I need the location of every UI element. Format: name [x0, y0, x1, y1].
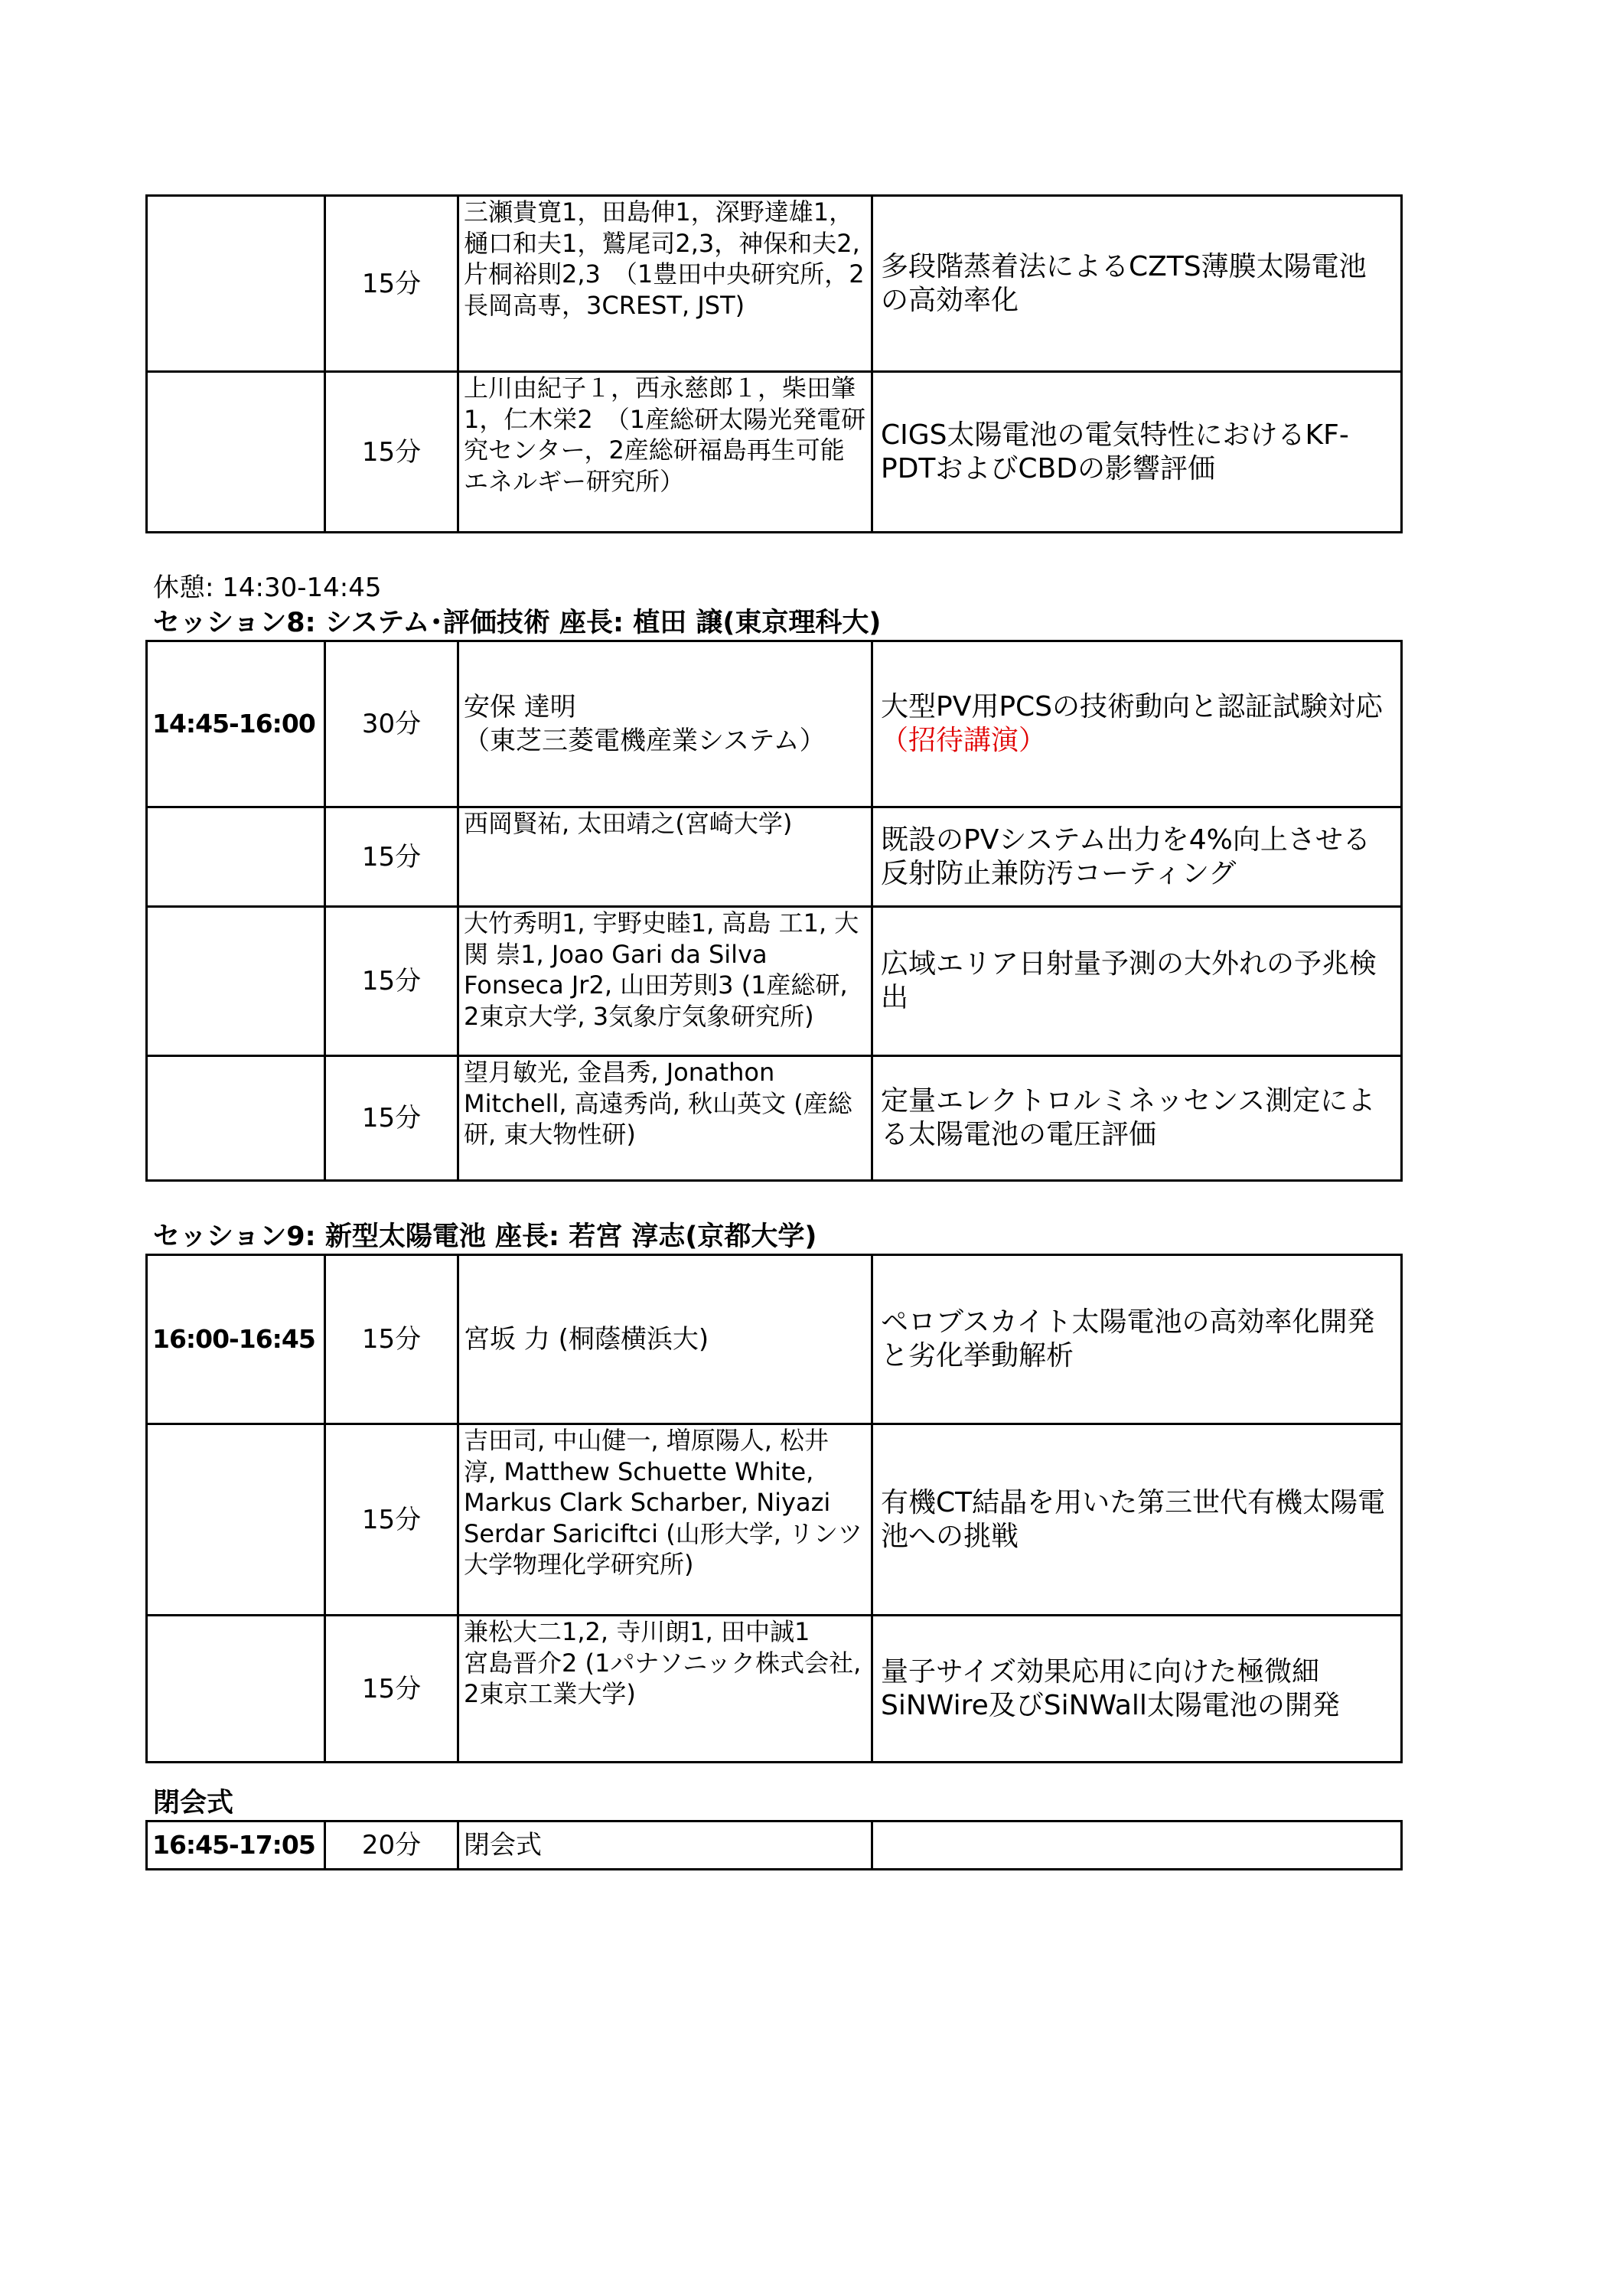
schedule-table-continued — [145, 194, 1403, 533]
time-cell — [147, 1424, 325, 1616]
title-cell: 有機CT結晶を用いた第三世代有機太陽電池への挑戦 — [872, 1424, 1402, 1616]
duration-cell: 20分 — [325, 1821, 458, 1870]
session9-heading: セッション9: 新型太陽電池 座長: 若宮 淳志(京都大学) — [153, 1221, 817, 1252]
table-row — [147, 1255, 1402, 1424]
authors-cell: 宮坂 力 (桐蔭横浜大) — [458, 1255, 872, 1424]
title-cell: ペロブスカイト太陽電池の高効率化開発と劣化挙動解析 — [872, 1255, 1402, 1424]
table-row — [147, 1616, 1402, 1763]
closing-table — [145, 1820, 1403, 1870]
title-cell — [872, 641, 1402, 807]
authors-cell: 西岡賢祐, 太田靖之(宮崎大学) — [458, 807, 872, 907]
duration-cell: 15分 — [325, 196, 458, 372]
time-cell — [147, 1056, 325, 1181]
authors-cell: 三瀬貴寛1，田島伸1，深野達雄1，樋口和夫1，鷲尾司2,3，神保和夫2,片桐裕則2,3 （1豊田中央研究所，2長岡高専，3CREST, JST) — [458, 196, 872, 372]
time-cell — [147, 907, 325, 1056]
time-cell — [147, 196, 325, 372]
duration-cell: 15分 — [325, 907, 458, 1056]
duration-cell: 15分 — [325, 1056, 458, 1181]
title-cell: 広域エリア日射量予測の大外れの予兆検出 — [872, 907, 1402, 1056]
table-row — [147, 641, 1402, 807]
closing-heading: 閉会式 — [153, 1788, 234, 1818]
session8-heading: セッション8: システム･評価技術 座長: 植田 譲(東京理科大) — [153, 608, 882, 638]
authors-cell: 望月敏光, 金昌秀, Jonathon Mitchell, 高遠秀尚, 秋山英文 (産総研, 東大物性研) — [458, 1056, 872, 1181]
authors-cell: 兼松大二1,2, 寺川朗1, 田中誠1 宮島晋介2 (1パナソニック株式会社, 2東京工業大学) — [458, 1616, 872, 1763]
table-row — [147, 1056, 1402, 1181]
table-row — [147, 1424, 1402, 1616]
title-cell — [872, 1821, 1402, 1870]
table-row — [147, 196, 1402, 372]
time-cell — [147, 807, 325, 907]
time-cell — [147, 372, 325, 533]
authors-cell: 大竹秀明1, 宇野史睦1, 高島 工1, 大関 崇1, Joao Gari da Silva Fonseca Jr2, 山田芳則3 (1産総研, 2東京大学, 3気象庁気象研究所) — [458, 907, 872, 1056]
title-cell: 既設のPVシステム出力を4%向上させる反射防止兼防汚コーティング — [872, 807, 1402, 907]
time-cell: 16:00-16:45 — [147, 1255, 325, 1424]
time-cell: 16:45-17:05 — [147, 1821, 325, 1870]
authors-cell: 吉田司, 中山健一, 増原陽人, 松井 淳, Matthew Schuette White, Markus Clark Scharber, Niyazi Serdar Sariciftci (山形大学, リンツ大学物理化学研究所) — [458, 1424, 872, 1616]
table-row — [147, 907, 1402, 1056]
talk-title: 大型PV用PCSの技術動向と認証試験対応 — [881, 691, 1384, 722]
time-cell: 14:45-16:00 — [147, 641, 325, 807]
title-cell: 多段階蒸着法によるCZTS薄膜太陽電池の高効率化 — [872, 196, 1402, 372]
title-cell: CIGS太陽電池の電気特性におけるKF-PDTおよびCBDの影響評価 — [872, 372, 1402, 533]
duration-cell: 15分 — [325, 372, 458, 533]
table-row — [147, 1821, 1402, 1870]
duration-cell: 15分 — [325, 1616, 458, 1763]
table-row — [147, 372, 1402, 533]
authors-cell: 閉会式 — [458, 1821, 872, 1870]
invited-talk-note: （招待講演） — [881, 725, 1047, 756]
table-row — [147, 807, 1402, 907]
duration-cell: 15分 — [325, 807, 458, 907]
title-cell: 量子サイズ効果応用に向けた極微細SiNWire及びSiNWall太陽電池の開発 — [872, 1616, 1402, 1763]
time-cell — [147, 1616, 325, 1763]
duration-cell: 30分 — [325, 641, 458, 807]
session9-table — [145, 1254, 1403, 1763]
duration-cell: 15分 — [325, 1255, 458, 1424]
authors-cell: 安保 達明 （東芝三菱電機産業システム） — [458, 641, 872, 807]
session8-table — [145, 640, 1403, 1182]
title-cell: 定量エレクトロルミネッセンス測定による太陽電池の電圧評価 — [872, 1056, 1402, 1181]
duration-cell: 15分 — [325, 1424, 458, 1616]
authors-cell: 上川由紀子１，西永慈郎１，柴田肇1，仁木栄2 （1産総研太陽光発電研究センター，2産総研福島再生可能エネルギー研究所） — [458, 372, 872, 533]
break-time-label: 休憩: 14:30-14:45 — [153, 572, 382, 603]
